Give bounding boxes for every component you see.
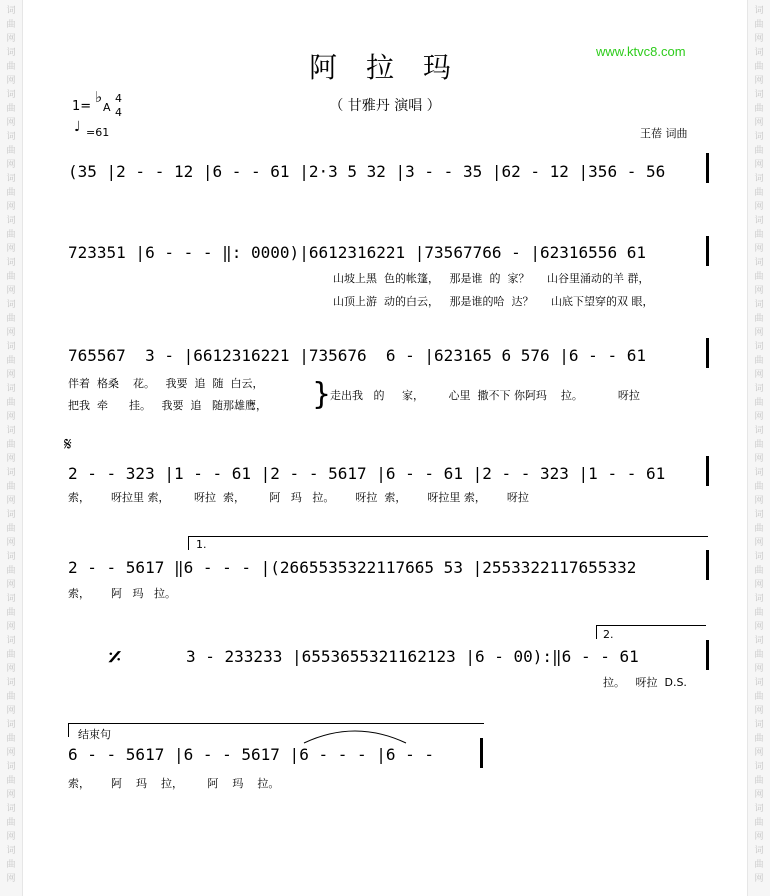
watermark-glyph: 词 [6, 384, 16, 394]
watermark-glyph: 词 [754, 804, 764, 814]
watermark-glyph: 网 [6, 328, 16, 338]
watermark-glyph: 词 [754, 468, 764, 478]
watermark-glyph: 词 [6, 762, 16, 772]
watermark-glyph: 词 [6, 720, 16, 730]
lyrics-row-3-shared: 走出我 的 家， 心里 撒不下 你阿玛 拉。 呀拉 [330, 389, 640, 402]
watermark-glyph: 网 [754, 34, 764, 44]
watermark-glyph: 网 [6, 34, 16, 44]
watermark-glyph: 曲 [6, 608, 16, 618]
row-end-bar [706, 456, 709, 486]
watermark-glyph: 词 [754, 216, 764, 226]
time-signature-top: 4 [115, 92, 122, 105]
tempo-value: =61 [86, 126, 110, 139]
watermark-glyph: 网 [6, 748, 16, 758]
volta-2-line [596, 625, 706, 626]
watermark-glyph: 词 [754, 426, 764, 436]
lyrics-row-2-verse-1: 山坡上黑 色的帐篷， 那是谁 的 家？ 山谷里涌动的羊 群， [333, 272, 650, 285]
watermark-glyph: 曲 [6, 188, 16, 198]
row-end-bar [706, 338, 709, 368]
watermark-glyph: 网 [6, 538, 16, 548]
watermark-glyph: 词 [754, 384, 764, 394]
watermark-glyph: 曲 [754, 314, 764, 324]
key-letter: A [103, 101, 111, 114]
watermark-glyph: 曲 [6, 818, 16, 828]
lyrics-row-4: 索， 呀拉里 索， 呀拉 索， 阿 玛 拉。 呀拉 索， 呀拉里 索， 呀拉 [68, 491, 529, 504]
watermark-glyph: 网 [754, 622, 764, 632]
lyrics-row-3-verse-2: 把我 牵 挂。 我要 追 随那雄鹰， [68, 399, 267, 412]
watermark-glyph: 词 [754, 342, 764, 352]
flat-symbol: ♭ [95, 88, 103, 106]
watermark-glyph: 曲 [754, 860, 764, 870]
time-signature-bottom: 4 [115, 106, 122, 119]
notation-row-2: 723351 |6 - - - ‖: 0000)|6612316221 |73567766 - |62316556 61 [68, 243, 646, 262]
watermark-glyph: 词 [6, 594, 16, 604]
row-end-bar [706, 550, 709, 580]
watermark-glyph: 词 [6, 552, 16, 562]
watermark-glyph: 网 [6, 706, 16, 716]
verse-brace: } [312, 377, 332, 412]
watermark-glyph: 曲 [754, 818, 764, 828]
watermark-glyph: 网 [6, 454, 16, 464]
volta-1-label: 1. [196, 538, 207, 551]
lyrics-row-3-verse-1: 伴着 格桑 花。 我要 追 随 白云， [68, 377, 264, 390]
watermark-glyph: 网 [6, 160, 16, 170]
watermark-glyph: 曲 [754, 524, 764, 534]
watermark-glyph: 曲 [754, 356, 764, 366]
notation-row-1: (35 |2 - - 12 |6 - - 61 |2·3 5 32 |3 - - 35 |62 - 12 |356 - 56 [68, 162, 666, 181]
watermark-glyph: 网 [754, 370, 764, 380]
watermark-glyph: 曲 [754, 230, 764, 240]
watermark-glyph: 网 [6, 496, 16, 506]
watermark-glyph: 词 [754, 510, 764, 520]
volta-2-label: 2. [603, 628, 614, 641]
watermark-glyph: 曲 [754, 398, 764, 408]
tie-arc [300, 725, 410, 745]
watermark-glyph: 词 [6, 804, 16, 814]
watermark-glyph: 词 [754, 846, 764, 856]
watermark-glyph: 词 [6, 846, 16, 856]
watermark-glyph: 词 [754, 678, 764, 688]
watermark-glyph: 词 [6, 468, 16, 478]
volta-2-bracket [596, 625, 597, 639]
lyrics-row-7: 索， 阿 玛 拉， 阿 玛 拉。 [68, 777, 280, 790]
watermark-glyph: 曲 [6, 314, 16, 324]
watermark-glyph: 词 [754, 720, 764, 730]
volta-1-line [188, 536, 708, 537]
author-credit: 王蓓 词曲 [640, 127, 688, 140]
watermark-glyph: 网 [6, 76, 16, 86]
watermark-glyph: 曲 [6, 440, 16, 450]
watermark-glyph: 曲 [754, 776, 764, 786]
watermark-glyph: 词 [754, 636, 764, 646]
watermark-glyph: 网 [6, 622, 16, 632]
watermark-glyph: 网 [754, 76, 764, 86]
watermark-glyph: 曲 [6, 272, 16, 282]
watermark-glyph: 网 [754, 664, 764, 674]
watermark-glyph: 词 [754, 6, 764, 16]
watermark-glyph: 网 [6, 202, 16, 212]
watermark-glyph: 曲 [6, 860, 16, 870]
watermark-glyph: 网 [6, 580, 16, 590]
watermark-glyph: 网 [754, 454, 764, 464]
watermark-glyph: 网 [754, 202, 764, 212]
watermark-glyph: 曲 [6, 566, 16, 576]
lyrics-row-5: 索， 阿 玛 拉。 [68, 587, 176, 600]
watermark-glyph: 网 [754, 790, 764, 800]
volta-1-bracket [188, 536, 189, 550]
watermark-glyph: 曲 [6, 692, 16, 702]
key-prefix: 1= [72, 99, 92, 114]
watermark-glyph: 网 [754, 286, 764, 296]
watermark-glyph: 曲 [6, 776, 16, 786]
watermark-glyph: 网 [754, 244, 764, 254]
watermark-glyph: 词 [6, 90, 16, 100]
watermark-glyph: 曲 [6, 524, 16, 534]
watermark-glyph: 词 [6, 678, 16, 688]
watermark-glyph: 网 [6, 370, 16, 380]
watermark-glyph: 曲 [6, 20, 16, 30]
watermark-glyph: 曲 [754, 146, 764, 156]
watermark-glyph: 曲 [754, 272, 764, 282]
watermark-glyph: 曲 [6, 230, 16, 240]
watermark-glyph: 曲 [754, 20, 764, 30]
notation-row-4: 2 - - 323 |1 - - 61 |2 - - 5617 |6 - - 61 |2 - - 323 |1 - - 61 [68, 464, 666, 483]
ending-bracket [68, 723, 69, 737]
watermark-glyph: 词 [6, 510, 16, 520]
watermark-glyph: 曲 [754, 566, 764, 576]
watermark-glyph: 曲 [754, 188, 764, 198]
watermark-glyph: 词 [6, 6, 16, 16]
watermark-glyph: 词 [6, 342, 16, 352]
watermark-glyph: 词 [754, 90, 764, 100]
repeat-measure-icon: 𝄎 [108, 641, 122, 674]
watermark-glyph: 网 [6, 790, 16, 800]
watermark-glyph: 曲 [754, 440, 764, 450]
ending-bracket-line [68, 723, 484, 724]
watermark-glyph: 词 [754, 174, 764, 184]
watermark-glyph: 词 [754, 258, 764, 268]
watermark-glyph: 曲 [6, 62, 16, 72]
row-end-bar [706, 153, 709, 183]
watermark-glyph: 曲 [6, 356, 16, 366]
row-end-bar [706, 236, 709, 266]
watermark-glyph: 网 [6, 874, 16, 884]
watermark-glyph: 词 [6, 300, 16, 310]
notation-row-5: 2 - - 5617 ‖6 - - - |(2665535322117665 53 |2553322117655332 [68, 558, 637, 577]
watermark-glyph: 词 [6, 216, 16, 226]
watermark-glyph: 网 [754, 496, 764, 506]
watermark-glyph: 网 [754, 874, 764, 884]
watermark-glyph: 网 [754, 538, 764, 548]
ending-label: 结束句 [78, 728, 111, 741]
segno-icon: 𝄋 [64, 434, 72, 455]
watermark-glyph: 网 [6, 832, 16, 842]
watermark-glyph: 曲 [754, 692, 764, 702]
watermark-glyph: 网 [754, 118, 764, 128]
watermark-glyph: 词 [6, 48, 16, 58]
watermark-glyph: 曲 [754, 104, 764, 114]
notation-row-6: 3 - 233233 |6553655321162123 |6 - 00):‖6 - - 61 [186, 647, 639, 666]
watermark-glyph: 词 [754, 552, 764, 562]
time-signature [115, 92, 122, 120]
watermark-glyph: 网 [754, 412, 764, 422]
watermark-glyph: 词 [754, 762, 764, 772]
lyrics-row-6: 拉。 呀拉 D.S. [603, 676, 687, 689]
watermark-glyph: 网 [6, 664, 16, 674]
watermark-glyph: 曲 [754, 482, 764, 492]
watermark-glyph: 词 [6, 174, 16, 184]
watermark-glyph: 网 [754, 748, 764, 758]
lyrics-row-2-verse-2: 山顶上游 动的白云， 那是谁的哈 达？ 山底下望穿的双 眼， [333, 295, 654, 308]
watermark-glyph: 网 [754, 580, 764, 590]
watermark-glyph: 曲 [6, 650, 16, 660]
watermark-glyph: 网 [754, 706, 764, 716]
watermark-glyph: 词 [754, 132, 764, 142]
watermark-glyph: 网 [754, 328, 764, 338]
quarter-note-icon: ♩ [74, 119, 81, 135]
watermark-glyph: 网 [6, 412, 16, 422]
watermark-glyph: 网 [754, 160, 764, 170]
singer-credit: （ 甘雅丹 演唱 ） [329, 98, 441, 114]
watermark-glyph: 词 [754, 300, 764, 310]
watermark-glyph: 词 [6, 132, 16, 142]
row-end-bar [706, 640, 709, 670]
watermark-glyph: 词 [754, 594, 764, 604]
watermark-glyph: 词 [6, 636, 16, 646]
watermark-glyph: 词 [6, 426, 16, 436]
watermark-glyph: 网 [6, 118, 16, 128]
watermark-glyph: 网 [6, 244, 16, 254]
watermark-glyph: 网 [754, 832, 764, 842]
watermark-glyph: 曲 [6, 482, 16, 492]
notation-row-7: 6 - - 5617 |6 - - 5617 |6 - - - |6 - - [68, 745, 435, 764]
watermark-glyph: 词 [754, 48, 764, 58]
watermark-glyph: 曲 [754, 62, 764, 72]
final-bar [480, 738, 483, 768]
watermark-glyph: 曲 [754, 608, 764, 618]
watermark-glyph: 曲 [6, 146, 16, 156]
watermark-glyph: 曲 [754, 734, 764, 744]
watermark-glyph: 词 [6, 258, 16, 268]
watermark-glyph: 曲 [6, 398, 16, 408]
watermark-glyph: 网 [6, 286, 16, 296]
watermark-glyph: 曲 [6, 734, 16, 744]
watermark-glyph: 曲 [6, 104, 16, 114]
site-url[interactable]: www.ktvc8.com [596, 44, 686, 59]
watermark-glyph: 曲 [754, 650, 764, 660]
song-title: 阿 拉 玛 [309, 51, 461, 84]
notation-row-3: 765567 3 - |6612316221 |735676 6 - |623165 6 576 |6 - - 61 [68, 346, 646, 365]
